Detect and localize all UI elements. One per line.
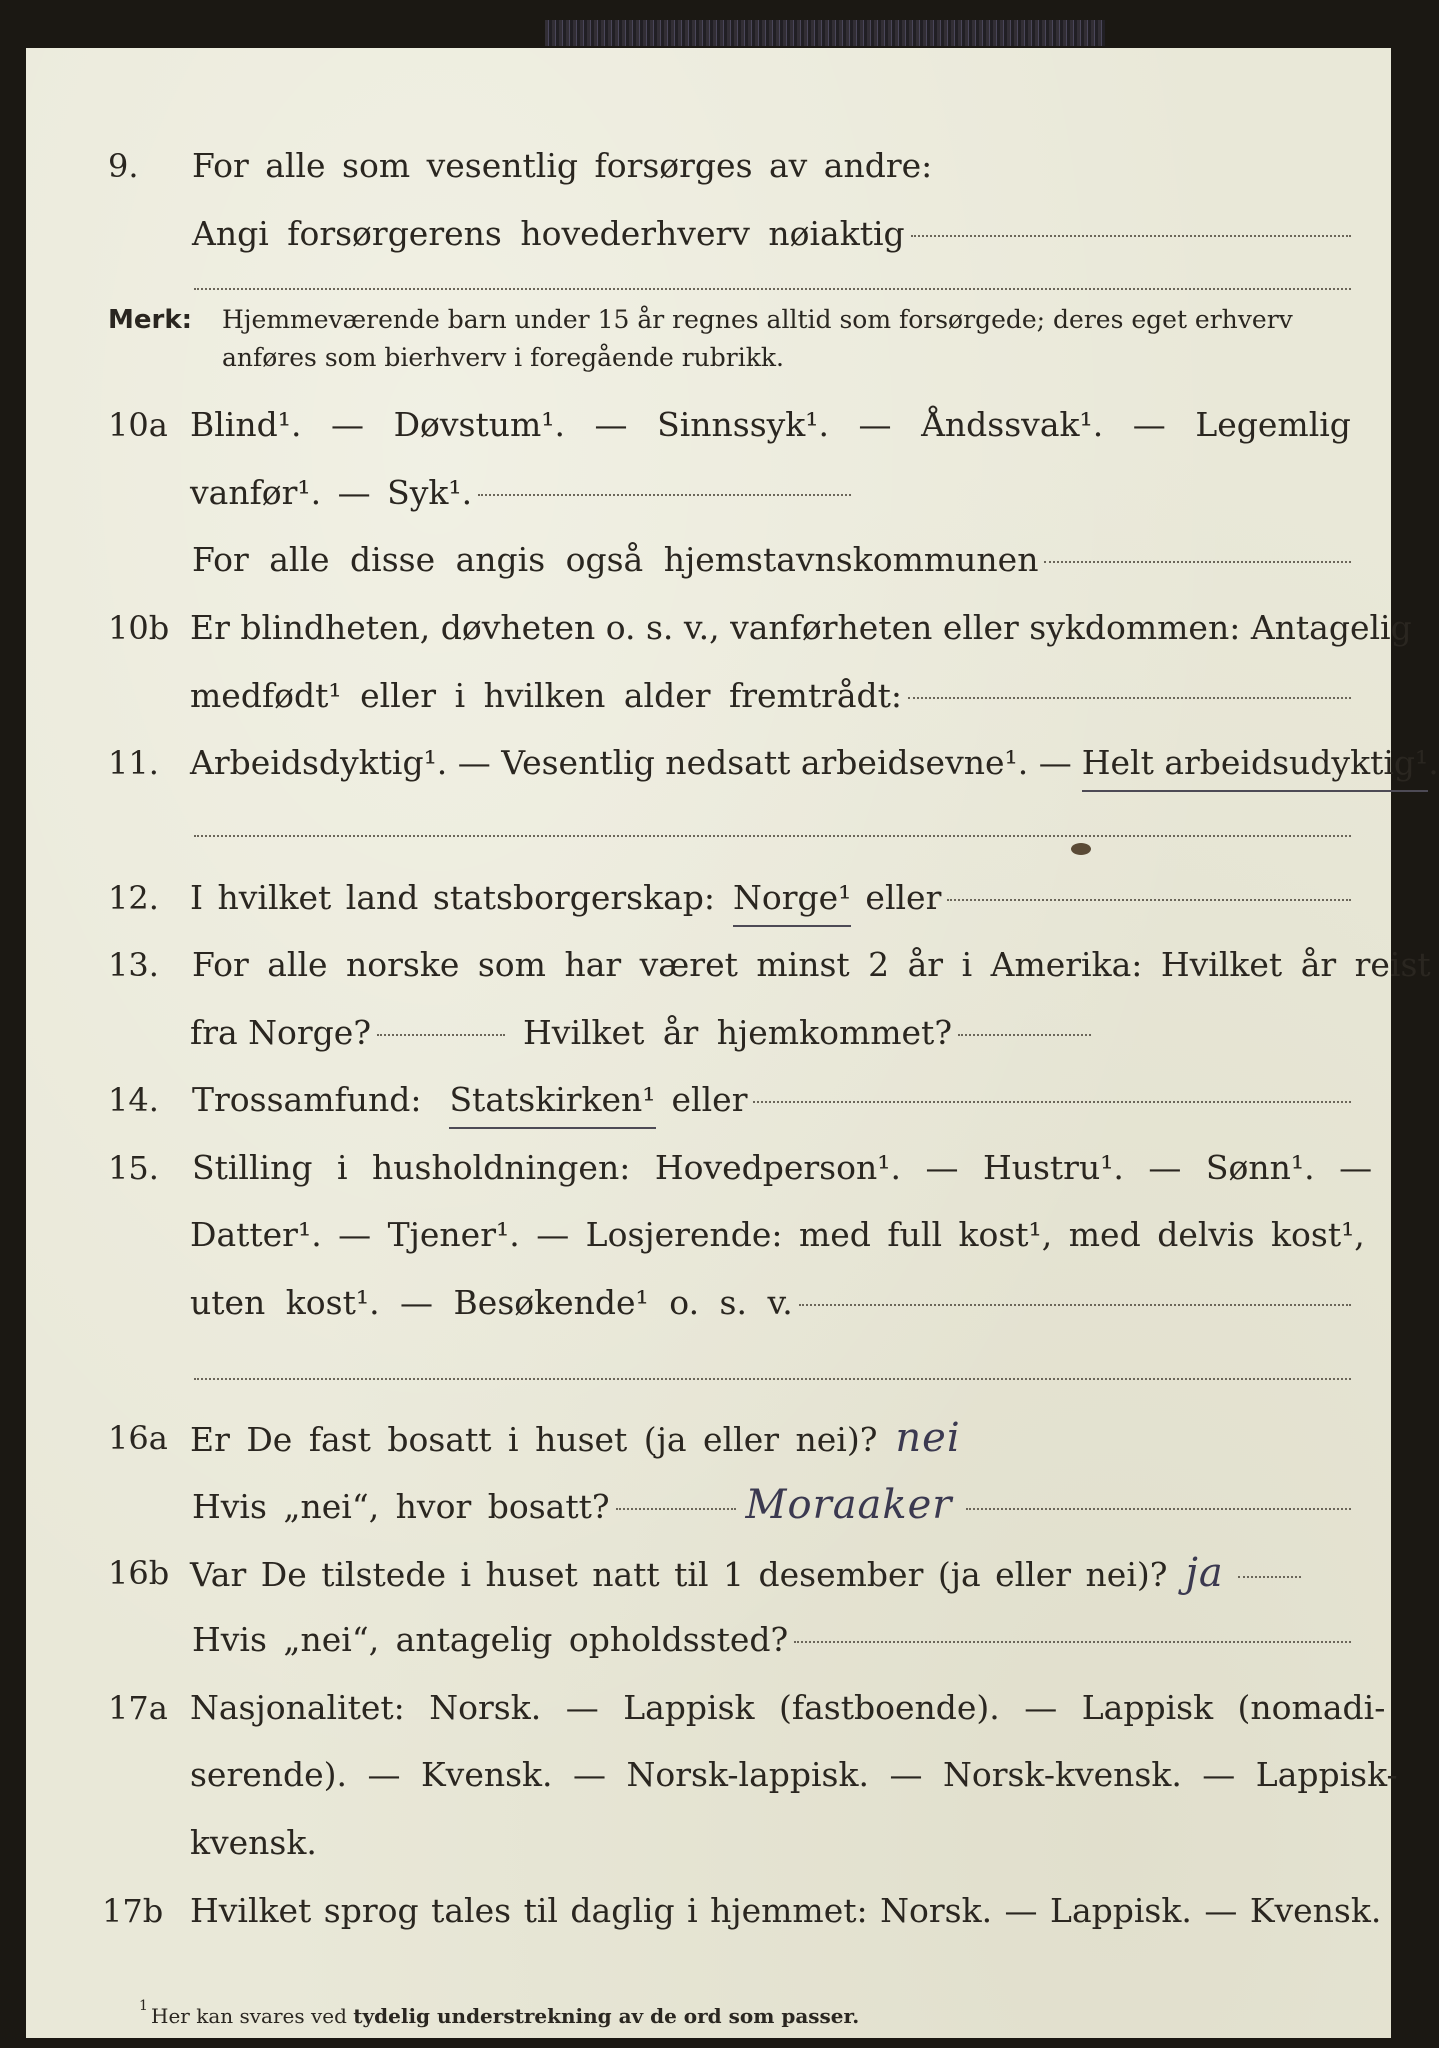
q11-extra-line[interactable] — [194, 835, 1351, 837]
q15-text-2: Datter¹. — Tjener¹. — Losjerende: med full kost¹, med delvis kost¹, — [190, 1215, 1365, 1254]
q9-text-1: For alle som vesentlig forsørges av andre: — [192, 146, 933, 185]
q17a-number: 17a — [108, 1689, 168, 1727]
q17b-row — [26, 1886, 1391, 1936]
q9-row-1 — [26, 141, 1391, 191]
q14-answer-line[interactable] — [753, 1101, 1351, 1103]
q10a-item-blind: Blind¹. — [190, 405, 302, 444]
q10a-row-2 — [26, 468, 1391, 518]
q10a-dash: — — [1132, 405, 1166, 444]
q16a-row-1 — [26, 1413, 1391, 1463]
q16b-text-2: Hvis „nei“, antagelig opholdssted? — [192, 1620, 789, 1659]
q16a-answer-line-a[interactable] — [616, 1508, 736, 1510]
merk-text-2: anføres som bierhverv i foregående rubrikk. — [222, 343, 784, 372]
q15-text-3: uten kost¹. — Besøkende¹ o. s. v. — [190, 1283, 793, 1322]
q14-text: Trossamfund: — [192, 1080, 422, 1119]
q15-text-1: Stilling i husholdningen: Hovedperson¹. — Hustru¹. — Sønn¹. — — [192, 1148, 1373, 1187]
q13-reist-answer-line[interactable] — [377, 1034, 505, 1036]
q16a-number: 16a — [108, 1419, 168, 1457]
q10a-item-dovstum: Døvstum¹. — [393, 405, 565, 444]
q16b-text-1: Var De tilstede i huset natt til 1 desember (ja eller nei)? — [190, 1555, 1168, 1594]
q17a-row-3 — [26, 1818, 1391, 1868]
scan-top-edge — [545, 20, 1105, 46]
q15-row-2 — [26, 1210, 1391, 1260]
q10a-item-legemlig: Legemlig — [1195, 405, 1351, 444]
q10a-row-1 — [26, 400, 1391, 450]
q16a-handwritten-answer-1[interactable]: nei — [895, 1415, 961, 1461]
q10b-answer-line[interactable] — [908, 697, 1351, 699]
q10b-row-1 — [26, 603, 1412, 653]
q10b-row-2 — [26, 671, 1391, 721]
q10a-text-2: vanfør¹. — Syk¹. — [190, 473, 473, 512]
q10a-item-sinnssyk: Sinnssyk¹. — [657, 405, 829, 444]
footnote-text-b: tydelig understrekning av de ord som passer. — [353, 2004, 860, 2028]
q12-number: 12. — [108, 879, 159, 917]
q16b-number: 16b — [108, 1554, 170, 1592]
q14-eller: eller — [671, 1080, 748, 1119]
q17a-text-2: serende). — Kvensk. — Norsk-lappisk. — Norsk-kvensk. — Lappisk- — [190, 1755, 1398, 1794]
footnote-text-a: Her kan svares ved — [151, 2004, 347, 2028]
q16b-row-2 — [26, 1615, 1391, 1665]
q9-row-2 — [26, 209, 1391, 259]
q10a-item-andssvak: Åndssvak¹. — [921, 405, 1104, 444]
q11-number: 11. — [108, 744, 159, 782]
q10a-dash: — — [858, 405, 892, 444]
q11-selected-option[interactable]: Helt arbeidsudyktig¹ — [1082, 738, 1429, 792]
q12-row — [26, 873, 1391, 923]
q10a-answer-line[interactable] — [478, 494, 851, 496]
q12-answer-line[interactable] — [947, 899, 1351, 901]
merk-note — [26, 302, 1391, 382]
q10b-text-1: Er blindheten, døvheten o. s. v., vanførheten eller sykdommen: Antagelig — [190, 608, 1412, 647]
q10a-row-3 — [26, 535, 1391, 585]
q17a-row-1 — [26, 1683, 1391, 1733]
q13-hjemkommet-answer-line[interactable] — [958, 1034, 1091, 1036]
q10b-text-2: medfødt¹ eller i hvilken alder fremtrådt: — [190, 676, 903, 715]
q15-extra-line[interactable] — [194, 1378, 1351, 1380]
q17a-text-3: kvensk. — [190, 1823, 317, 1862]
q10a-dash: — — [594, 405, 628, 444]
q16a-answer-line-b[interactable] — [966, 1508, 1351, 1510]
merk-text-1: Hjemmeværende barn under 15 år regnes alltid som forsørgede; deres eget erhverv — [222, 305, 1293, 334]
q14-selected-option[interactable]: Statskirken¹ — [449, 1075, 655, 1129]
q14-number: 14. — [108, 1081, 159, 1119]
q15-answer-line[interactable] — [799, 1304, 1351, 1306]
q10a-hjemstavn-line[interactable] — [1044, 561, 1351, 563]
q17b-number: 17b — [102, 1892, 164, 1930]
q16b-answer-line[interactable] — [1238, 1576, 1301, 1578]
q12-text: I hvilket land statsborgerskap: — [190, 878, 716, 917]
q9-answer-line[interactable] — [911, 235, 1351, 237]
q17a-row-2 — [26, 1750, 1398, 1800]
q13-row-2 — [26, 1008, 1391, 1058]
q9-number: 9. — [108, 147, 139, 185]
q13-number: 13. — [108, 946, 159, 984]
q16b-row-1 — [26, 1548, 1391, 1598]
q10a-number: 10a — [108, 406, 168, 444]
q17a-text-1: Nasjonalitet: Norsk. — Lappisk (fastboende). — Lappisk (nomadi- — [190, 1688, 1386, 1727]
q16a-text-1: Er De fast bosatt i huset (ja eller nei)? — [190, 1420, 878, 1459]
ink-blot — [1071, 843, 1091, 855]
q13-row-1 — [26, 940, 1431, 990]
q16a-text-2: Hvis „nei“, hvor bosatt? — [192, 1487, 610, 1526]
q15-row-1 — [26, 1143, 1391, 1193]
footnote-mark: 1 — [139, 1998, 148, 2014]
q11-row — [26, 738, 1439, 788]
q9-extra-line[interactable] — [194, 288, 1351, 290]
q17b-text: Hvilket sprog tales til daglig i hjemmet: Norsk. — Lappisk. — Kvensk. — [190, 1891, 1382, 1930]
q15-row-3 — [26, 1278, 1391, 1328]
q11-text: Arbeidsdyktig¹. — Vesentlig nedsatt arbeidsevne¹. — — [190, 743, 1072, 782]
q14-row — [26, 1075, 1391, 1125]
q16a-handwritten-answer-2[interactable]: Moraaker — [745, 1482, 953, 1528]
q10a-dash: — — [331, 405, 365, 444]
footnote — [139, 1998, 860, 2028]
q13-text-2a: fra Norge? — [190, 1013, 372, 1052]
q10a-text-3: For alle disse angis også hjemstavnskommunen — [192, 540, 1039, 579]
q10b-number: 10b — [108, 609, 170, 647]
census-form-page — [26, 48, 1439, 2038]
q16b-answer-line-2[interactable] — [794, 1641, 1351, 1643]
q13-text-1: For alle norske som har været minst 2 år i Amerika: Hvilket år reist — [192, 945, 1431, 984]
q11-period: . — [1428, 743, 1439, 782]
q9-text-2: Angi forsørgerens hovederhverv nøiaktig — [192, 214, 905, 253]
q15-number: 15. — [108, 1149, 159, 1187]
q12-selected-option[interactable]: Norge¹ — [733, 873, 851, 927]
q16b-handwritten-answer[interactable]: ja — [1185, 1550, 1224, 1596]
q13-text-2b: Hvilket år hjemkommet? — [523, 1013, 953, 1052]
q12-eller: eller — [865, 878, 942, 917]
merk-label: Merk: — [108, 305, 193, 335]
q16a-row-2 — [26, 1480, 1391, 1530]
